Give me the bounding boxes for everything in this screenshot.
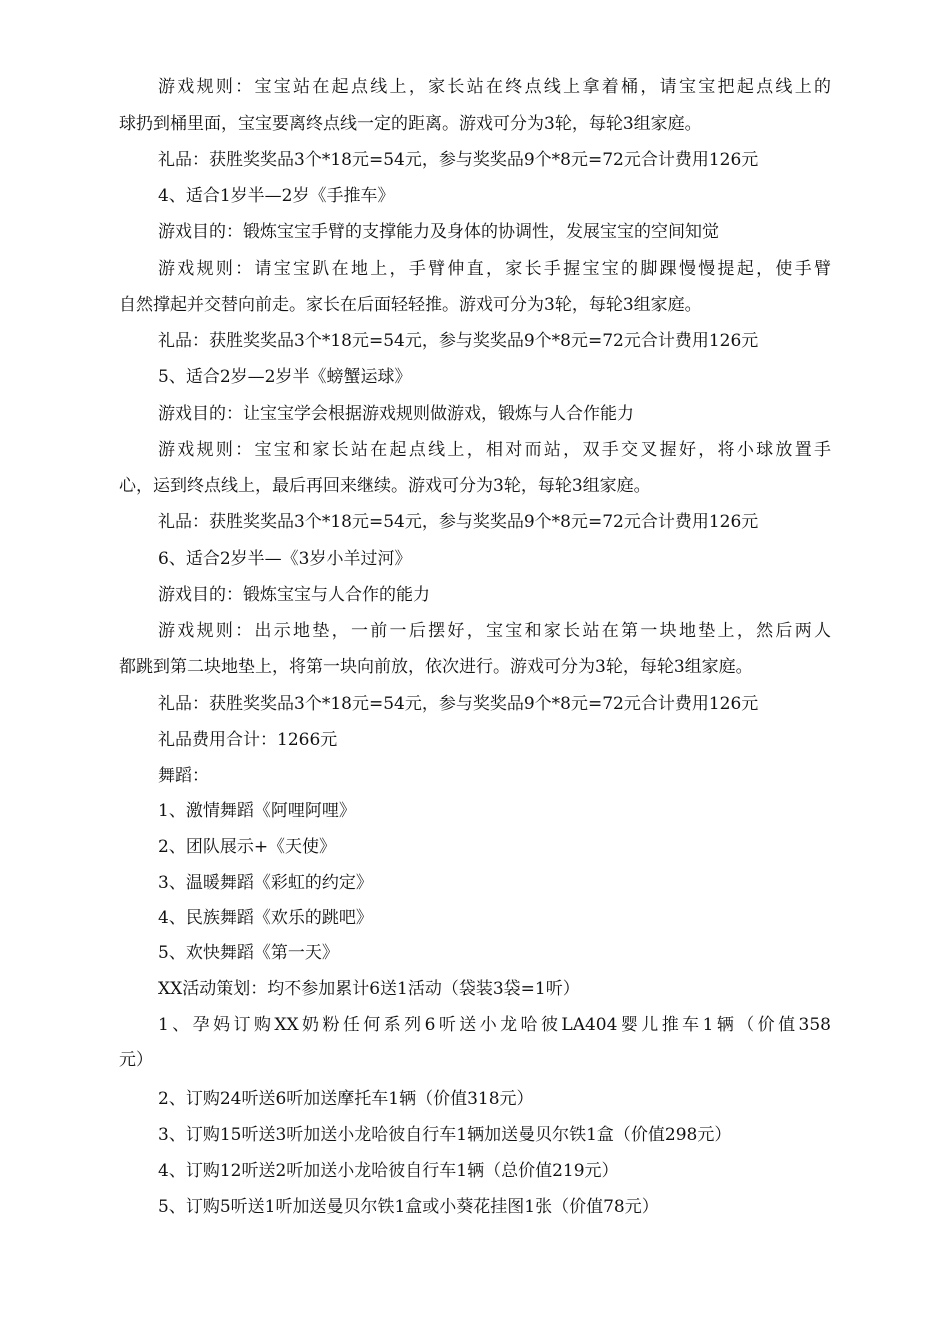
prize-line: 礼品：获胜奖奖品3个*18元=54元，参与奖奖品9个*8元=72元合计费用126元 bbox=[158, 331, 759, 351]
game-rule-line: 游戏规则：宝宝站在起点线上，家长站在终点线上拿着桶，请宝宝把起点线上的 bbox=[158, 77, 831, 97]
game-rule-line: 都跳到第二块地垫上，将第一块向前放，依次进行。游戏可分为3轮，每轮3组家庭。 bbox=[119, 657, 753, 677]
promo-item: 4、订购12听送2听加送小龙哈彼自行车1辆（总价值219元） bbox=[158, 1161, 619, 1181]
promo-item: 2、订购24听送6听加送摩托车1辆（价值318元） bbox=[158, 1089, 534, 1109]
prize-line: 礼品：获胜奖奖品3个*18元=54元，参与奖奖品9个*8元=72元合计费用126元 bbox=[158, 150, 759, 170]
dance-item: 1、激情舞蹈《阿哩阿哩》 bbox=[158, 801, 356, 821]
promo-item: 元） bbox=[119, 1050, 153, 1070]
game-rule-line: 游戏规则：请宝宝趴在地上，手臂伸直，家长手握宝宝的脚踝慢慢提起，使手臂 bbox=[158, 259, 831, 279]
game-goal-line: 游戏目的：锻炼宝宝与人合作的能力 bbox=[158, 585, 430, 605]
game-heading: 5、适合2岁—2岁半《螃蟹运球》 bbox=[158, 367, 412, 387]
game-goal-line: 游戏目的：让宝宝学会根据游戏规则做游戏，锻炼与人合作能力 bbox=[158, 404, 634, 424]
promo-item: 1、孕妈订购XX奶粉任何系列6听送小龙哈彼LA404婴儿推车1辆（价值358 bbox=[158, 1015, 831, 1035]
game-rule-line: 球扔到桶里面，宝宝要离终点线一定的距离。游戏可分为3轮，每轮3组家庭。 bbox=[119, 114, 702, 134]
prize-line: 礼品：获胜奖奖品3个*18元=54元，参与奖奖品9个*8元=72元合计费用126元 bbox=[158, 694, 759, 714]
dance-item: 2、团队展示+《天使》 bbox=[158, 837, 337, 857]
promo-heading: XX活动策划：均不参加累计6送1活动（袋装3袋=1听） bbox=[158, 979, 580, 999]
dance-item: 4、民族舞蹈《欢乐的跳吧》 bbox=[158, 908, 373, 928]
dance-item: 3、温暖舞蹈《彩虹的约定》 bbox=[158, 873, 373, 893]
dance-item: 5、欢快舞蹈《第一天》 bbox=[158, 943, 339, 963]
prize-total-line: 礼品费用合计：1266元 bbox=[158, 730, 338, 750]
game-heading: 4、适合1岁半—2岁《手推车》 bbox=[158, 186, 395, 206]
game-goal-line: 游戏目的：锻炼宝宝手臂的支撑能力及身体的协调性，发展宝宝的空间知觉 bbox=[158, 222, 719, 242]
prize-line: 礼品：获胜奖奖品3个*18元=54元，参与奖奖品9个*8元=72元合计费用126元 bbox=[158, 512, 759, 532]
game-rule-line: 自然撑起并交替向前走。家长在后面轻轻推。游戏可分为3轮，每轮3组家庭。 bbox=[119, 295, 702, 315]
promo-item: 5、订购5听送1听加送曼贝尔铁1盒或小葵花挂图1张（价值78元） bbox=[158, 1197, 659, 1217]
game-rule-line: 游戏规则：出示地垫，一前一后摆好，宝宝和家长站在第一块地垫上，然后两人 bbox=[158, 621, 831, 641]
game-rule-line: 心，运到终点线上，最后再回来继续。游戏可分为3轮，每轮3组家庭。 bbox=[119, 476, 651, 496]
promo-item: 3、订购15听送3听加送小龙哈彼自行车1辆加送曼贝尔铁1盒（价值298元） bbox=[158, 1125, 732, 1145]
dance-heading: 舞蹈： bbox=[158, 766, 209, 786]
game-heading: 6、适合2岁半—《3岁小羊过河》 bbox=[158, 549, 412, 569]
game-rule-line: 游戏规则：宝宝和家长站在起点线上，相对而站，双手交叉握好，将小球放置手 bbox=[158, 440, 831, 460]
